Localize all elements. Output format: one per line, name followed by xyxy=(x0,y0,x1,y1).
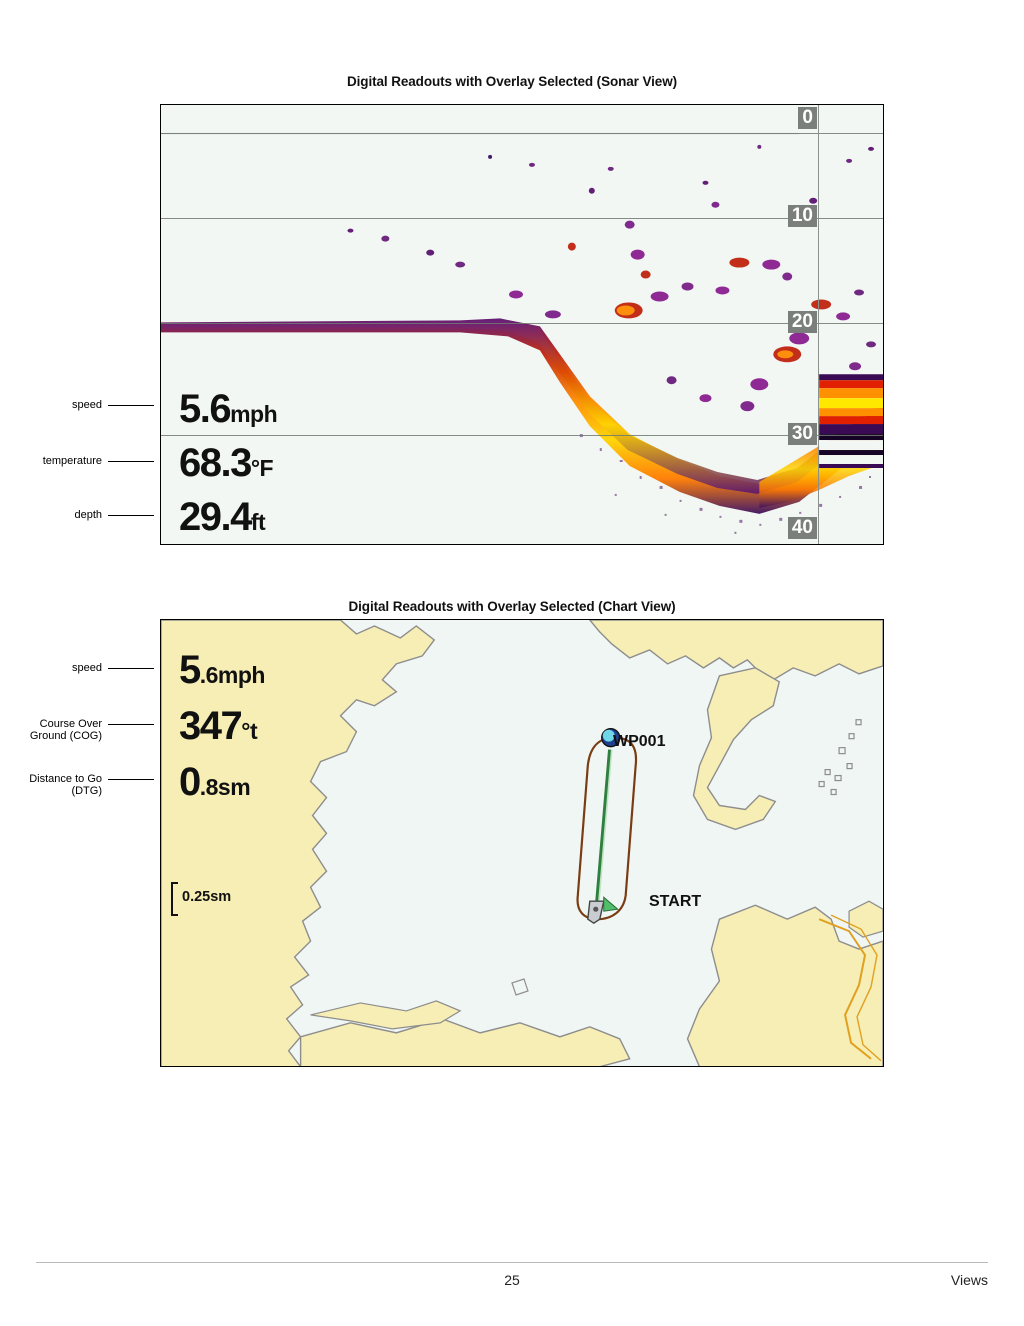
chart-readout-cog xyxy=(179,704,257,749)
depth-scale-10: 10 xyxy=(788,205,817,227)
sonar-readout-speed-unit: mph xyxy=(230,401,278,427)
callout-chart-dtg: Distance to Go (DTG) xyxy=(29,773,102,797)
callout-line-sonar-depth xyxy=(108,515,154,516)
chart-readout-cog-unit: °t xyxy=(241,718,258,744)
sonar-grid-line-20 xyxy=(161,323,883,324)
sonar-grid-line-10 xyxy=(161,218,883,219)
callout-line-chart-cog xyxy=(108,724,154,725)
callout-chart-cog: Course Over Ground (COG) xyxy=(29,718,102,742)
sonar-readout-depth-value: 29.4 xyxy=(179,495,251,539)
chart-readout-dtg-unit: .8sm xyxy=(199,774,251,800)
chart-map-image xyxy=(161,620,883,1067)
sonar-grid-line-30 xyxy=(161,435,883,436)
chart-readout-cog-value: 347 xyxy=(179,704,242,748)
chart-view-figure xyxy=(160,619,884,1067)
chart-readout-dtg xyxy=(179,760,250,805)
chart-figure-caption: Digital Readouts with Overlay Selected (Chart View) xyxy=(348,599,676,614)
callout-line-sonar-speed xyxy=(108,405,154,406)
callout-line-chart-dtg xyxy=(108,779,154,780)
depth-scale-40: 40 xyxy=(788,517,817,539)
sonar-readout-temperature-unit: °F xyxy=(250,455,274,481)
sonar-readout-speed xyxy=(179,387,277,432)
callout-line-sonar-temperature xyxy=(108,461,154,462)
sonar-readout-depth xyxy=(179,495,265,540)
sonar-readout-temperature xyxy=(179,441,273,486)
callout-sonar-speed: speed xyxy=(72,399,102,411)
callout-chart-speed: speed xyxy=(72,662,102,674)
chart-readout-dtg-value: 0 xyxy=(179,760,200,804)
map-scale-bar xyxy=(171,882,243,916)
sonar-view-figure xyxy=(160,104,884,545)
callout-sonar-depth: depth xyxy=(74,509,102,521)
depth-scale-20: 20 xyxy=(788,311,817,333)
footer-divider xyxy=(36,1262,988,1263)
waypoint-label: WP001 xyxy=(613,733,666,750)
callout-sonar-temperature: temperature xyxy=(42,455,102,467)
footer-section-label: Views xyxy=(950,1272,988,1288)
depth-scale-30: 30 xyxy=(788,423,817,445)
sonar-grid-line-0 xyxy=(161,133,883,134)
sonar-figure-caption: Digital Readouts with Overlay Selected (Sonar View) xyxy=(347,74,677,89)
sonar-live-strip-divider xyxy=(818,105,819,544)
start-label: START xyxy=(649,893,702,910)
map-scale-label: 0.25sm xyxy=(182,889,232,905)
sonar-readout-temperature-value: 68.3 xyxy=(179,441,251,485)
sonar-readout-depth-unit: ft xyxy=(250,509,266,535)
chart-readout-speed-value: 5 xyxy=(179,648,200,692)
page-number: 25 xyxy=(504,1272,520,1288)
map-scale-bracket xyxy=(171,882,178,916)
callout-line-chart-speed xyxy=(108,668,154,669)
chart-readout-speed-unit: .6mph xyxy=(199,662,265,688)
depth-scale-0: 0 xyxy=(798,107,817,129)
chart-readout-speed xyxy=(179,648,265,693)
sonar-readout-speed-value: 5.6 xyxy=(179,387,231,431)
